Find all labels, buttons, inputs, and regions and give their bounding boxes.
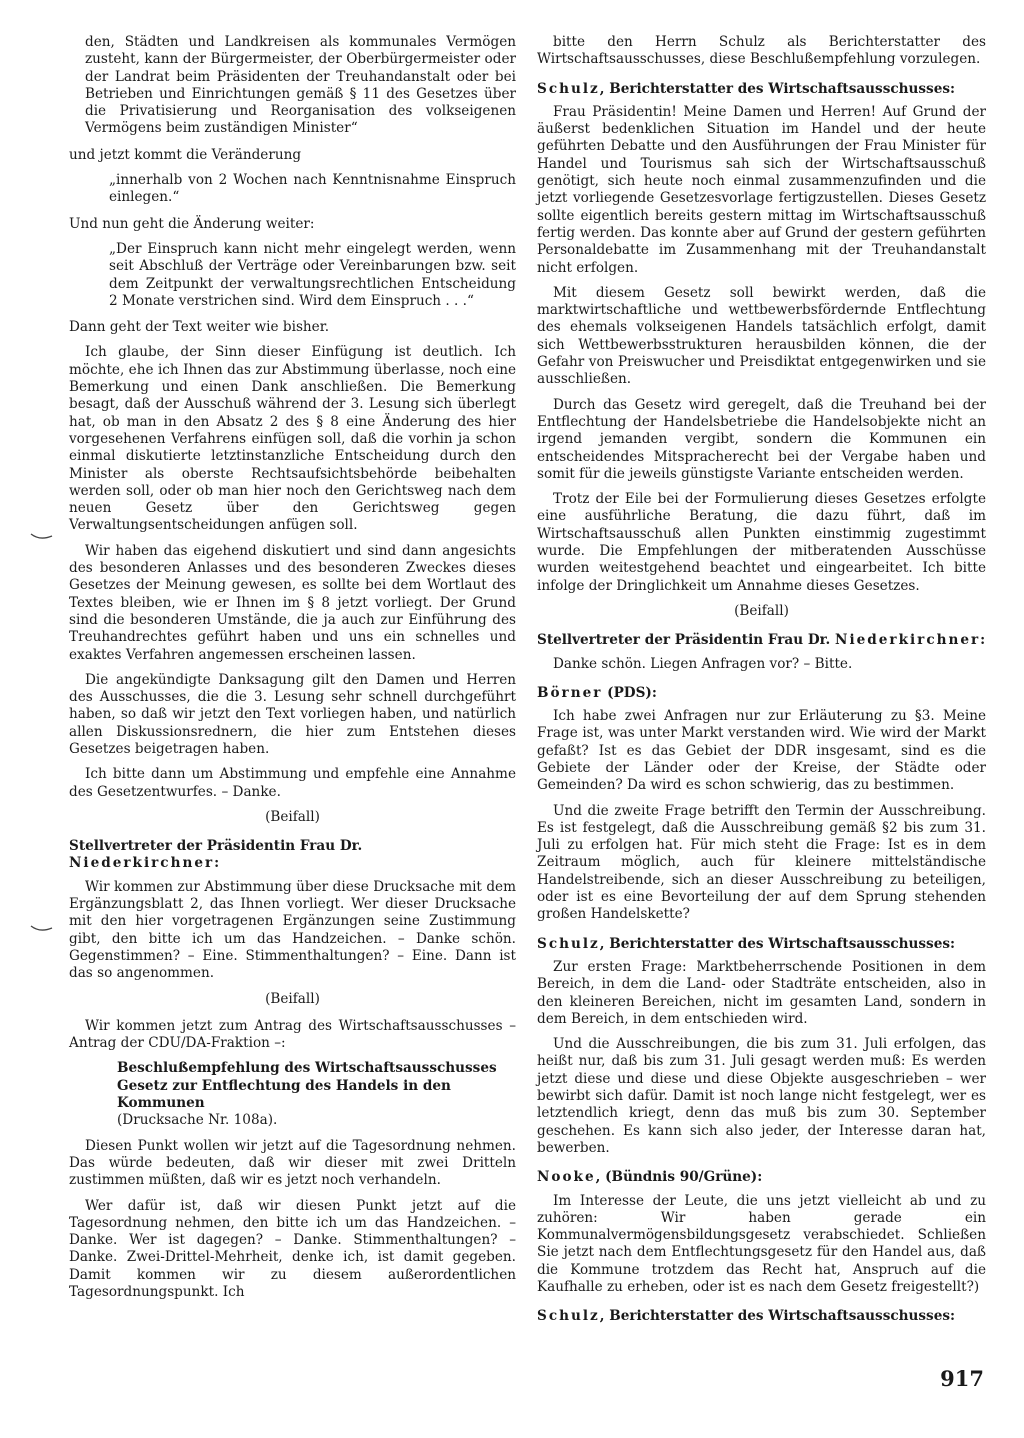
quote-block: den, Städten und Landkreisen als kommunales Vermögen zusteht, kann der Bürgermeister, der Oberbürgermeister oder der Landrat beim Präsidenten der Treuhandanstalt oder bei Betrieben und Einrichtungen gemäß § 11 des Gesetzes über die Privatisierung und Reorganisation des volkseigenen Vermögens beim zuständigen Minister“ — [85, 34, 516, 137]
speaker-role: , Berichterstatter des Wirtschaftsausschusses: — [599, 935, 956, 952]
paragraph: Wer dafür ist, daß wir diesen Punkt jetzt auf die Tagesordnung nehmen, den bitte ich um das Handzeichen. – Danke. Wer ist dagegen? – Danke. Stimmenthaltungen? – Danke. Zwei-Drittel-Mehrheit, denke ich, ist damit gegeben. Damit kommen wir zu diesem außerordentlichen Tagesordnungspunkt. Ich — [69, 1197, 516, 1300]
speaker-heading — [69, 838, 516, 873]
motion-reference: (Drucksache Nr. 108a). — [117, 1112, 278, 1129]
paragraph: Und nun geht die Änderung weiter: — [69, 215, 315, 232]
page-number: 917 — [940, 1366, 984, 1391]
speaker-role: , Berichterstatter des Wirtschaftsausschusses: — [599, 1308, 956, 1325]
speaker-name: Schulz — [537, 935, 600, 952]
paragraph: Danke schön. Liegen Anfragen vor? – Bitte. — [553, 655, 853, 672]
paragraph: Mit diesem Gesetz soll bewirkt werden, daß die marktwirtschaftliche und wettbewerbsfördernde Entflechtung des ehemals volkseigenen Handels tatsächlich erfolgt, damit sich Wettbewerbsstrukturen herausbilden können, die der Gefahr von Preiswucher und Preisdiktat entgegenwirken und sie ausschließen. — [537, 284, 986, 388]
paragraph: Im Interesse der Leute, die uns jetzt vielleicht ab und zu zuhören: Wir haben gerade ein Kommunalvermögensbildungsgesetz verabschiedet. Schließen Sie jetzt nach dem Entflechtungsgesetz für den Handel aus, daß die Kommune trotzdem das Recht hat, Anspruch auf die Kaufhalle zu erheben, oder ist es nach dem Gesetz freigestellt?) — [537, 1192, 986, 1295]
margin-pencil-mark — [30, 530, 54, 542]
paragraph: Die angekündigte Danksagung gilt den Damen und Herren des Ausschusses, die die 3. Lesung sehr schnell durchgeführt haben, so daß wir jetzt den Text vorliegen haben, und natürlich allen Diskussionsrednern, die hier zum Entstehen dieses Gesetzes beigetragen haben. — [69, 671, 516, 757]
motion-title: Beschlußempfehlung des Wirtschaftsausschusses Gesetz zur Entflechtung des Handels in den Kommunen — [117, 1060, 497, 1112]
paragraph: Ich bitte dann um Abstimmung und empfehle eine Annahme des Gesetzentwurfes. – Danke. — [69, 766, 516, 800]
applause-note: (Beifall) — [265, 808, 320, 825]
paragraph: Ich habe zwei Anfragen nur zur Erläuterung zu §3. Meine Frage ist, was unter Markt verstanden wird. Wie wird der Markt gefaßt? Ist es das Gebiet der DDR insgesamt, sind es die Gebiete der Länder oder der Kreise, der Städte oder Gemeinden? Da wird es schon schwierig, das zu bestimmen. — [537, 708, 986, 794]
paragraph: Frau Präsidentin! Meine Damen und Herren! Auf Grund der äußerst bedenklichen Situation im Handel und der heute geführten Debatte und den Ausführungen der Frau Minister für Handel und Tourismus sah sich der Wirtschaftsausschuß genötigt, sich heute noch einmal zusammenzufinden und die jetzt vorliegende Gesetzesvorlage fertigzustellen. Dieses Gesetz sollte eigentlich bereits gestern mittag im Wirtschaftsausschuß fertig werden. Das konnte aber auf Grund der gestern geführten Personaldebatte im Zusammenhang mit der Treuhandanstalt nicht erfolgen. — [537, 103, 986, 276]
speaker-title: Stellvertreter der Präsidentin Frau Dr. — [537, 632, 836, 649]
speaker-heading — [537, 81, 986, 98]
speaker-colon: : — [214, 855, 220, 872]
paragraph: Diesen Punkt wollen wir jetzt auf die Tagesordnung nehmen. Das würde bedeuten, daß wir dieser mit zwei Dritteln zustimmen müßten, daß wir es jetzt noch verhandeln. — [69, 1137, 516, 1189]
speaker-name: Börner — [537, 684, 603, 701]
paragraph: Durch das Gesetz wird geregelt, daß die Treuhand bei der Entflechtung der Handelsbetriebe die Handelsobjekte nicht an irgend jemanden vergibt, sondern die Kommunen ein entscheidendes Mitspracherecht bei der Vergabe haben und somit für die jeweils günstigste Variante entscheiden werden. — [537, 396, 986, 482]
speaker-heading — [537, 1169, 986, 1186]
paragraph: bitte den Herrn Schulz als Berichterstatter des Wirtschaftsausschusses, diese Beschlußempfehlung vorzulegen. — [537, 34, 986, 68]
paragraph: Und die Ausschreibungen, die bis zum 31. Juli erfolgen, das heißt nur, daß bis zum 31. Juli gesagt werden muß: Es werden jetzt diese und diese und diese Objekte ausgeschrieben – wer bewirbt sich dafür. Damit ist noch lange nicht festgelegt, wer es letztendlich kriegt, denn das muß bis zum 30. September geschehen. Es kann sich also jeder, der Interesse daran hat, bewerben. — [537, 1036, 986, 1156]
speaker-role: (PDS): — [602, 684, 657, 701]
paragraph: und jetzt kommt die Veränderung — [69, 146, 302, 163]
speaker-role: , Berichterstatter des Wirtschaftsausschusses: — [599, 80, 956, 97]
speaker-name: Nooke — [537, 1169, 596, 1186]
speaker-name: Schulz — [537, 80, 600, 97]
speaker-colon: : — [980, 632, 986, 649]
paragraph: Wir kommen zur Abstimmung über diese Drucksache mit dem Ergänzungsblatt 2, das Ihnen vorliegt. Wer dieser Drucksache mit den hier vorgetragenen Ergänzungen seine Zustimmung gibt, den bitte ich um das Handzeichen. – Danke schön. Gegenstimmen? – Eine. Stimmenthaltungen? – Eine. Dann ist das so angenommen. — [69, 878, 516, 982]
paragraph: Ich glaube, der Sinn dieser Einfügung ist deutlich. Ich möchte, ehe ich Ihnen das zur Abstimmung überlasse, noch eine Bemerkung und einen Dank anschließen. Die Bemerkung besagt, daß der Ausschuß während der 3. Lesung sich überlegt hat, ob man in den Absatz 2 des § 8 eine Änderung des hier vorgesehenen Verfahrens einfügen soll, daß die vorhin ja schon einmal diskutierte letztinstanzliche Entscheidung durch den Minister als oberste Rechtsaufsichtsbehörde beibehalten werden soll, oder ob man hier noch den Gerichtsweg nach dem neuen Gesetz über den Gerichtsweg gegen Verwaltungsentscheidungen anfügen soll. — [69, 344, 516, 534]
speaker-heading — [537, 936, 986, 953]
paragraph: Dann geht der Text weiter wie bisher. — [69, 319, 330, 336]
speaker-heading — [537, 1308, 986, 1325]
speaker-name: Niederkirchner — [69, 855, 215, 872]
speaker-name: Niederkirchner — [835, 632, 981, 649]
speaker-title: Stellvertreter der Präsidentin Frau Dr. — [69, 838, 363, 855]
right-column — [537, 34, 986, 1332]
applause-note: (Beifall) — [734, 602, 789, 619]
speaker-heading — [537, 632, 986, 649]
motion-block — [117, 1060, 516, 1129]
paragraph: Zur ersten Frage: Marktbeherrschende Positionen in dem Bereich, in dem die Land- oder Stadträte entscheiden, also in den kleineren Bereichen, nicht im gesamten Land, sondern in dem Bereich, in dem entschieden wird. — [537, 958, 986, 1027]
quote-block: „innerhalb von 2 Wochen nach Kenntnisnahme Einspruch einlegen.“ — [109, 172, 516, 206]
applause-note: (Beifall) — [265, 990, 320, 1007]
paragraph: Wir kommen jetzt zum Antrag des Wirtschaftsausschusses – Antrag der CDU/DA-Fraktion –: — [69, 1017, 516, 1052]
left-column — [69, 34, 516, 1309]
paragraph: Wir haben das eigehend diskutiert und sind dann angesichts des besonderen Anlasses und des besonderen Zweckes dieses Gesetzes der Meinung gewesen, es sollte bei dem Wortlaut des Textes bleiben, wie er Ihnen im § 8 jetzt vorliegt. Der Grund sind die besonderen Umstände, die ja auch zur Einführung des Treuhandrechtes geführt haben und uns ein schnelles und exaktes Verfahren angemessen erscheinen lassen. — [69, 542, 516, 663]
paragraph: Trotz der Eile bei der Formulierung dieses Gesetzes erfolgte eine ausführliche Beratung, die dazu führt, daß im Wirtschaftsausschuß allen Punkten einstimmig zugestimmt wurde. Die Empfehlungen der mitberatenden Ausschüsse wurden weitestgehend beachtet und eingearbeitet. Ich bitte infolge der Dringlichkeit um Annahme dieses Gesetzes. — [537, 491, 986, 594]
margin-pencil-mark — [30, 922, 54, 934]
speaker-role: , (Bündnis 90/Grüne): — [595, 1169, 763, 1186]
quote-block: „Der Einspruch kann nicht mehr eingelegt werden, wenn seit Abschluß der Verträge oder Vereinbarungen bzw. seit dem Zeitpunkt der verwaltungsrechtlichen Entscheidung 2 Monate verstrichen sind. Wird dem Einspruch . . .“ — [109, 240, 516, 309]
speaker-heading — [537, 685, 986, 702]
paragraph: Und die zweite Frage betrifft den Termin der Ausschreibung. Es ist festgelegt, daß die Ausschreibung gemäß §2 bis zum 31. Juli zu erfolgen hat. Für mich steht die Frage: Ist es in dem Zeitraum möglich, auch für kleinere mittelständische Handelstreibende, sich an dieser Ausschreibung zu beteiligen, oder ist es eine Bevorteilung der auf dem Sprung stehenden großen Handelskette? — [537, 802, 986, 923]
speaker-name: Schulz — [537, 1308, 600, 1325]
